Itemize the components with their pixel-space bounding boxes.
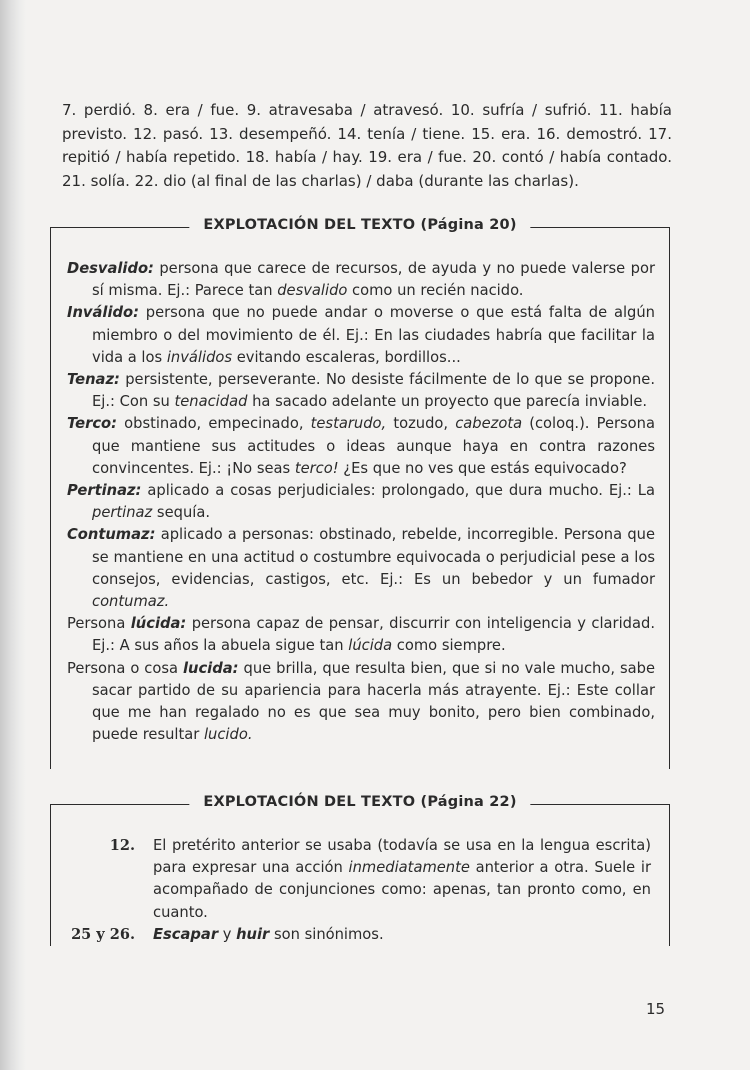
note-term: huir xyxy=(236,925,270,943)
entry-definition: persona capaz de pensar, discurrir con inteligencia y claridad. Ej.: A sus años la abuela sigue tan xyxy=(92,615,655,655)
note-number: 12. xyxy=(109,837,135,854)
entry-example-word: lucido. xyxy=(203,726,253,744)
entry-tail: evitando escaleras, bordillos... xyxy=(232,348,461,366)
entry-tail: ¿Es que no ves que estás equivocado? xyxy=(338,459,627,477)
entry-example-word: contumaz. xyxy=(92,593,170,611)
entry-tail: como un recién nacido. xyxy=(347,282,524,300)
answers-paragraph: 7. perdió. 8. era / fue. 9. atravesaba / atravesó. 10. sufría / sufrió. 11. había previsto. 12. pasó. 13. desempeñó. 14. tenía / tiene. 15. era. 16. demostró. 17. repitió / había repetido. 18. había / hay. 19. era / fue. 20. contó / había contado. 21. solía. 22. dio (al final de las charlas) / daba (durante las charlas). xyxy=(62,101,672,190)
entry-term: Pertinaz: xyxy=(67,482,142,500)
entry-prefix: Persona o cosa xyxy=(67,659,183,677)
entry-example-word: desvalido xyxy=(277,282,348,300)
note-text-part: anterior a otra. Suele ir acompañado de conjunciones como: apenas, tan pronto como, en cuanto. xyxy=(153,859,652,921)
note-text-part: y xyxy=(218,925,237,943)
entry-term: Terco: xyxy=(67,415,117,433)
note-term: Escapar xyxy=(153,925,219,943)
note-text-part: son sinónimos. xyxy=(269,925,384,943)
entry-example-word: tenacidad xyxy=(174,393,248,411)
note-row xyxy=(51,835,651,924)
entry-definition: aplicado a personas: obstinado, rebelde, incorregible. Persona que se mantiene en una actitud o costumbre equivocada o perjudicial pese a los consejos, evidencias, castigos, etc. Ej.: Es un bebedor y un fumador xyxy=(92,526,655,588)
glossary-entry xyxy=(67,369,655,413)
glossary-entry xyxy=(67,413,655,480)
glossary-entry xyxy=(67,258,655,302)
section-box-page-22 xyxy=(50,794,670,946)
entry-term: Contumaz: xyxy=(67,526,156,544)
entry-definition: persona que carece de recursos, de ayuda y no puede valerse por sí misma. Ej.: Parece tan xyxy=(92,260,655,300)
entry-example-word: terco! xyxy=(294,459,339,477)
entry-term: Inválido: xyxy=(67,304,139,322)
note-emphasis: inmediatamente xyxy=(348,859,470,877)
entry-tail: sequía. xyxy=(152,504,211,522)
section-box-page-20 xyxy=(50,217,670,769)
note-number: 25 y 26. xyxy=(71,925,135,943)
entry-example-word: cabezota xyxy=(455,415,523,433)
glossary-entry xyxy=(67,302,655,369)
glossary-list xyxy=(67,258,655,746)
section-title: EXPLOTACIÓN DEL TEXTO (Página 22) xyxy=(189,794,530,810)
entry-example-word: pertinaz xyxy=(92,504,153,522)
glossary-entry xyxy=(67,658,655,747)
entry-term: lúcida: xyxy=(130,615,187,633)
note-row xyxy=(51,924,651,946)
book-spine-shadow xyxy=(0,0,26,1070)
entry-example-word: inválidos xyxy=(166,348,233,366)
entry-tail: tozudo, xyxy=(386,415,456,433)
glossary-entry xyxy=(67,524,655,613)
notes-list xyxy=(51,835,651,946)
glossary-entry xyxy=(67,480,655,524)
section-title: EXPLOTACIÓN DEL TEXTO (Página 20) xyxy=(189,217,530,233)
entry-term: Tenaz: xyxy=(67,371,120,389)
note-text xyxy=(153,835,651,924)
entry-tail: ha sacado adelante un proyecto que parecía inviable. xyxy=(247,393,648,411)
note-text-part: El pretérito anterior se usaba (todavía se usa en la lengua escrita) para expresar una acción xyxy=(153,837,651,877)
entry-term: lucida: xyxy=(182,659,239,677)
entry-prefix: Persona xyxy=(67,615,131,633)
entry-definition: persistente, perseverante. No desiste fácilmente de lo que se propone. Ej.: Con su xyxy=(92,371,655,411)
page-number: 15 xyxy=(646,1000,666,1018)
entry-definition: que brilla, que resulta bien, que si no vale mucho, sabe sacar partido de su apariencia para hacerla más atrayente. Ej.: Este collar que me han regalado no es que sea muy bonito, pero bien combinado, puede resultar xyxy=(92,659,655,744)
entry-definition: aplicado a cosas perjudiciales: prolongado, que dura mucho. Ej.: La xyxy=(141,482,655,500)
entry-definition: persona que no puede andar o moverse o que está falta de algún miembro o del movimiento de él. Ej.: En las ciudades habría que facilitar la vida a los xyxy=(92,304,655,366)
entry-tail: como siempre. xyxy=(392,637,506,655)
entry-tail: (coloq.). Persona que mantiene sus actitudes o ideas aunque haya en contra razones convincentes. Ej.: ¡No seas xyxy=(92,415,655,477)
entry-example-word: testarudo, xyxy=(310,415,387,433)
entry-example-word: lúcida xyxy=(348,637,393,655)
note-text xyxy=(153,924,651,946)
entry-definition: obstinado, empecinado, xyxy=(117,415,311,433)
glossary-entry xyxy=(67,613,655,657)
entry-term: Desvalido: xyxy=(67,260,154,277)
